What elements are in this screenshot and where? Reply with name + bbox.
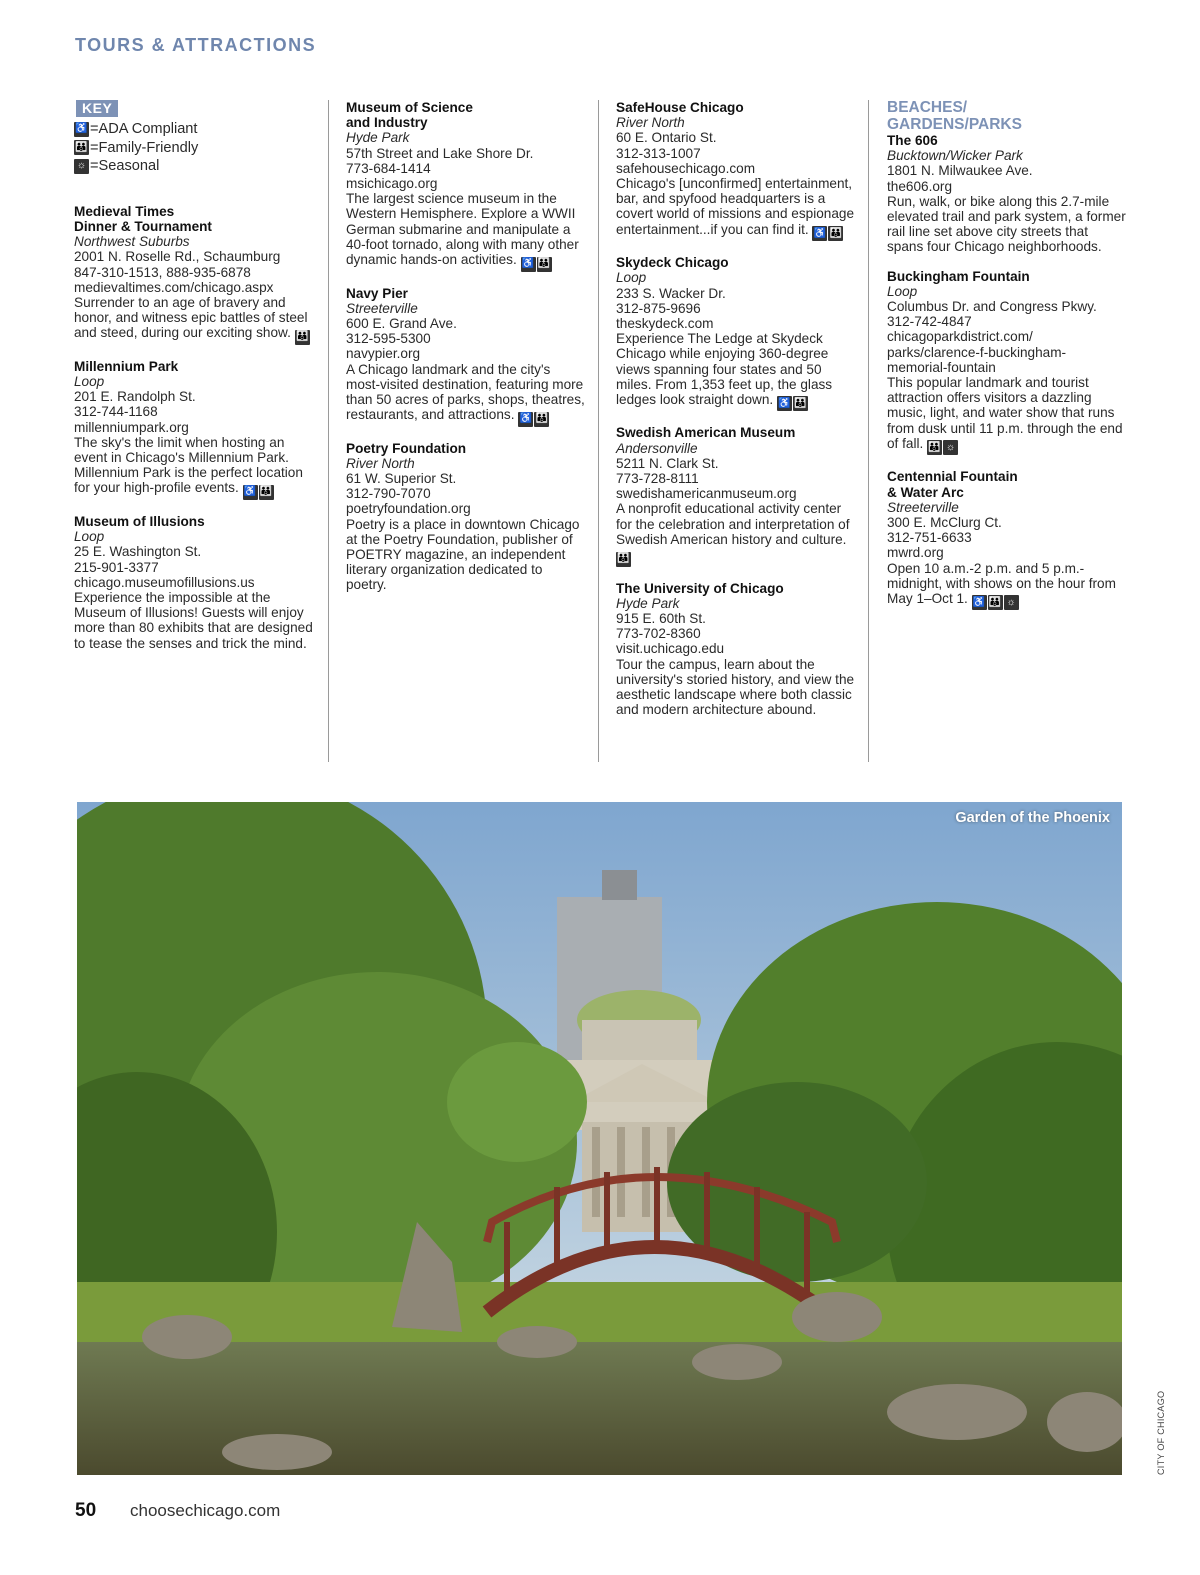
entry-detail: Columbus Dr. and Congress Pkwy. — [887, 299, 1097, 315]
entry-detail[interactable]: medievaltimes.com/chicago.aspx — [74, 279, 274, 295]
column-2 — [346, 100, 586, 607]
entry-detail: Experience the impossible at the Museum of Illusions! Guests will enjoy more than 80 exhibits that are designed to tease the senses and trick the mind. — [74, 589, 313, 651]
wheelchair-icon: ♿ — [243, 485, 258, 500]
entry-detail: 915 E. 60th St. — [616, 610, 706, 626]
entry-detail: 312-751-6633 — [887, 530, 972, 546]
entry-detail: 773-684-1414 — [346, 160, 431, 176]
entry-detail: 312-875-9696 — [616, 300, 701, 316]
attraction-entry — [346, 100, 586, 272]
family-icon: 👪 — [616, 552, 631, 567]
entry-detail: 215-901-3377 — [74, 559, 159, 575]
entry-detail[interactable]: theskydeck.com — [616, 315, 714, 331]
family-icon: 👪 — [295, 330, 310, 345]
sun-icon: ☼ — [1004, 595, 1019, 610]
entry-detail: 600 E. Grand Ave. — [346, 315, 457, 331]
family-icon: 👪 — [534, 412, 549, 427]
key-item — [74, 120, 314, 139]
neighborhood: River North — [346, 455, 415, 471]
entry-detail[interactable]: swedishamericanmuseum.org — [616, 486, 797, 502]
entry-description: A Chicago landmark and the city's most-visited destination, featuring more than 50 acres of parks, shops, theatres, restaurants, and attractions. — [346, 361, 585, 423]
entry-detail[interactable]: chicagoparkdistrict.com/ parks/clarence-f-buckingham- memorial-fountain — [887, 329, 1067, 375]
entry-detail[interactable]: safehousechicago.com — [616, 160, 756, 176]
column-1 — [74, 100, 314, 665]
entry-description: Open 10 a.m.-2 p.m. and 5 p.m.-midnight, with shows on the hour from May 1–Oct 1. — [887, 560, 1116, 606]
entry-detail — [346, 362, 586, 427]
entry-detail — [74, 295, 314, 345]
attraction-entry — [74, 359, 314, 500]
neighborhood: Loop — [74, 529, 105, 545]
key-item — [74, 139, 314, 158]
family-icon: 👪 — [74, 140, 89, 155]
wheelchair-icon: ♿ — [972, 595, 987, 610]
neighborhood: Hyde Park — [346, 130, 410, 146]
wheelchair-icon: ♿ — [812, 226, 827, 241]
entry-detail — [887, 561, 1127, 611]
neighborhood: Loop — [74, 374, 105, 390]
entry-detail[interactable]: mwrd.org — [887, 545, 944, 561]
wheelchair-icon: ♿ — [74, 122, 89, 137]
key-item — [74, 157, 314, 176]
attraction-entry — [616, 100, 856, 241]
neighborhood: River North — [616, 115, 685, 131]
key-label: KEY — [76, 100, 118, 117]
entry-description: The sky's the limit when hosting an event in Chicago's Millennium Park. Millennium Park is the perfect location for your high-profile events. — [74, 434, 303, 496]
entry-detail — [346, 191, 586, 271]
entry-detail[interactable]: poetryfoundation.org — [346, 501, 471, 517]
attraction-entry — [346, 441, 586, 593]
entry-detail: Run, walk, or bike along this 2.7-mile elevated trail and park system, a former rail line set above city streets that spans four Chicago neighborhoods. — [887, 193, 1126, 255]
entry-description: A nonprofit educational activity center for the celebration and interpretation of Swedish American history and culture. — [616, 501, 850, 547]
neighborhood: Streeterville — [346, 300, 418, 316]
entry-detail: Tour the campus, learn about the university's storied history, and view the aesthetic landscape where both classic and modern architecture abound. — [616, 656, 855, 718]
attraction-name: Millennium Park — [74, 358, 179, 374]
attraction-name: Buckingham Fountain — [887, 268, 1030, 284]
section-title: TOURS & ATTRACTIONS — [75, 35, 317, 55]
garden-photo — [77, 802, 1122, 1475]
entry-detail: 300 E. McClurg Ct. — [887, 514, 1002, 530]
attraction-name: Museum of Illusions — [74, 513, 205, 529]
entry-detail — [616, 501, 856, 566]
wheelchair-icon: ♿ — [518, 412, 533, 427]
entry-detail: 1801 N. Milwaukee Ave. — [887, 163, 1033, 179]
attraction-name: Navy Pier — [346, 285, 408, 301]
attraction-name: Poetry Foundation — [346, 440, 467, 456]
column-divider — [868, 100, 869, 762]
footer-website[interactable]: choosechicago.com — [130, 1501, 281, 1520]
entry-detail: 312-595-5300 — [346, 331, 431, 347]
entry-detail: 57th Street and Lake Shore Dr. — [346, 145, 534, 161]
entry-detail — [616, 176, 856, 241]
attraction-entry — [616, 581, 856, 718]
entry-detail: 847-310-1513, 888-935-6878 — [74, 264, 251, 280]
photo-credit: CITY OF CHICAGO — [1156, 1390, 1166, 1475]
column-divider — [598, 100, 599, 762]
entry-description: Chicago's [unconfirmed] entertainment, bar, and spyfood headquarters is a covert world of missions and espionage entertainment...if you can find it. — [616, 176, 855, 237]
attraction-entry — [616, 425, 856, 566]
entry-detail: 312-742-4847 — [887, 314, 972, 330]
entry-detail[interactable]: visit.uchicago.edu — [616, 641, 725, 657]
entry-detail: 233 S. Wacker Dr. — [616, 285, 726, 301]
entry-detail: Poetry is a place in downtown Chicago at the Poetry Foundation, publisher of POETRY magazine, an independent literary organization dedicated to poetry. — [346, 516, 580, 593]
entry-detail: 312-790-7070 — [346, 486, 431, 502]
entry-detail[interactable]: navypier.org — [346, 346, 421, 362]
neighborhood: Streeterville — [887, 499, 959, 515]
column-3 — [616, 100, 856, 731]
entry-detail: 773-728-8111 — [616, 471, 699, 487]
attraction-entry — [887, 269, 1127, 456]
family-icon: 👪 — [988, 595, 1003, 610]
entry-detail: 201 E. Randolph St. — [74, 389, 196, 405]
entry-description: This popular landmark and tourist attraction offers visitors a dazzling music, light, and water show that runs from dusk until 11 p.m. through the end of fall. — [887, 375, 1123, 451]
family-icon: 👪 — [259, 485, 274, 500]
entry-description: Surrender to an age of bravery and honor, and witness epic battles of steel and steed, during our exciting show. — [74, 294, 308, 341]
attraction-name: The University of Chicago — [616, 580, 784, 596]
entry-detail — [616, 331, 856, 411]
sun-icon: ☼ — [943, 440, 958, 455]
attraction-entry — [74, 204, 314, 345]
key-item-text: =Family-Friendly — [90, 139, 199, 156]
attraction-entry — [74, 514, 314, 651]
family-icon: 👪 — [927, 440, 942, 455]
entry-description: Experience The Ledge at Skydeck Chicago while enjoying 360-degree views spanning four states and 50 miles. From 1,353 feet up, the glass ledges look straight down. — [616, 331, 833, 407]
attraction-entry — [887, 133, 1127, 255]
attraction-entry — [887, 469, 1127, 610]
column-4 — [887, 100, 1127, 624]
entry-detail — [887, 375, 1127, 455]
neighborhood: Bucktown/Wicker Park — [887, 148, 1023, 164]
photo-caption: Garden of the Phoenix — [955, 810, 1110, 826]
page-number: 50 — [75, 1500, 97, 1521]
key-legend — [74, 100, 314, 176]
entry-detail: 2001 N. Roselle Rd., Schaumburg — [74, 249, 281, 265]
entry-detail: 312-744-1168 — [74, 404, 158, 420]
entry-detail: 773-702-8360 — [616, 626, 701, 642]
attraction-name: SafeHouse Chicago — [616, 100, 744, 115]
neighborhood: Loop — [887, 283, 918, 299]
entry-detail[interactable]: msichicago.org — [346, 176, 438, 192]
wheelchair-icon: ♿ — [777, 396, 792, 411]
attraction-entry — [616, 255, 856, 411]
neighborhood: Loop — [616, 270, 647, 286]
key-item-text: =ADA Compliant — [90, 121, 198, 138]
attraction-name: Skydeck Chicago — [616, 255, 729, 271]
sun-icon: ☼ — [74, 159, 89, 174]
entry-detail[interactable]: the606.org — [887, 178, 953, 194]
entry-detail: 312-313-1007 — [616, 145, 701, 161]
key-item-text: =Seasonal — [90, 158, 160, 175]
wheelchair-icon: ♿ — [521, 257, 536, 272]
column-divider — [328, 100, 329, 762]
attraction-name: Museum of Science and Industry — [346, 100, 473, 131]
category-heading: BEACHES/ GARDENS/PARKS — [887, 99, 1022, 133]
entry-detail: 5211 N. Clark St. — [616, 455, 719, 471]
attraction-name: Medieval Times Dinner & Tournament — [74, 203, 212, 234]
neighborhood: Hyde Park — [616, 595, 680, 611]
entry-detail[interactable]: chicago.museumofillusions.us — [74, 574, 255, 590]
attraction-name: The 606 — [887, 133, 938, 148]
entry-detail — [74, 435, 314, 500]
attraction-entry — [346, 286, 586, 427]
entry-detail: 60 E. Ontario St. — [616, 130, 717, 146]
attraction-name: Centennial Fountain & Water Arc — [887, 469, 1018, 500]
entry-description: The largest science museum in the Western Hemisphere. Explore a WWII German submarine and manipulate a 40-foot tornado, along with many other dynamic hands-on activities. — [346, 191, 579, 268]
family-icon: 👪 — [793, 396, 808, 411]
entry-detail: 25 E. Washington St. — [74, 544, 202, 560]
family-icon: 👪 — [828, 226, 843, 241]
neighborhood: Northwest Suburbs — [74, 234, 190, 250]
family-icon: 👪 — [537, 257, 552, 272]
neighborhood: Andersonville — [616, 440, 698, 456]
entry-detail[interactable]: millenniumpark.org — [74, 419, 189, 435]
entry-detail: 61 W. Superior St. — [346, 471, 457, 487]
attraction-name: Swedish American Museum — [616, 425, 796, 441]
